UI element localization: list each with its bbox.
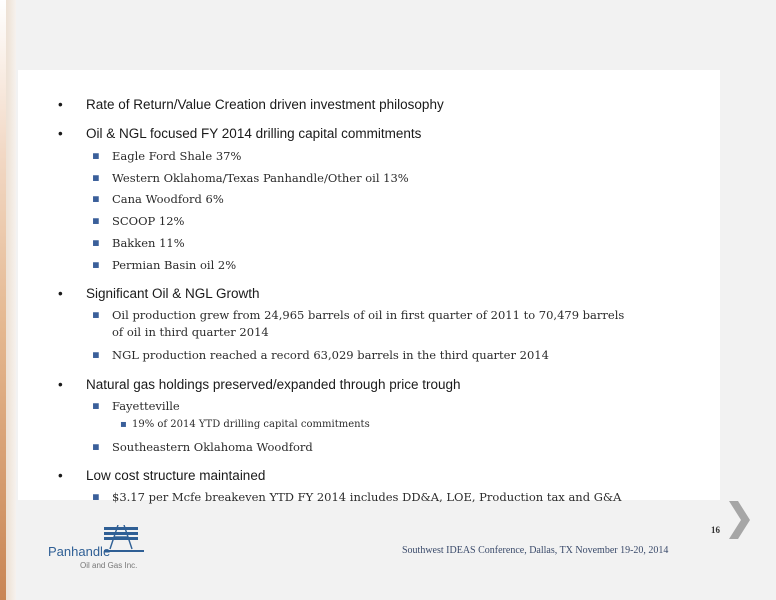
bullet-text: Oil & NGL focused FY 2014 drilling capital commitments <box>86 126 422 141</box>
sub-bullet-marker: ▪ <box>92 148 100 162</box>
logo-subtitle: Oil and Gas Inc. <box>80 561 138 570</box>
bullet-marker: • <box>58 97 63 112</box>
sub-sub-bullet-marker: ▪ <box>120 419 127 430</box>
sub-bullet-marker: ▪ <box>92 170 100 184</box>
sub-bullet-text: $3.17 per Mcfe breakeven YTD FY 2014 includes DD&A, LOE, Production tax and G&A <box>112 490 622 504</box>
sub-bullet-marker: ▪ <box>92 213 100 227</box>
conference-footer: Southwest IDEAS Conference, Dallas, TX November 19-20, 2014 <box>402 545 669 556</box>
sub-bullet-text: Fayetteville <box>112 399 180 413</box>
bullet-marker: • <box>58 126 63 141</box>
sub-bullet-marker: ▪ <box>92 235 100 249</box>
sub-bullet-marker: ▪ <box>92 489 100 503</box>
bullet-marker: • <box>58 286 63 301</box>
sub-bullet-text: NGL production reached a record 63,029 barrels in the third quarter 2014 <box>112 348 549 362</box>
sub-bullet-text: SCOOP 12% <box>112 214 185 228</box>
page-number: 16 <box>711 525 720 535</box>
sub-bullet-text: Eagle Ford Shale 37% <box>112 149 242 163</box>
sub-sub-bullet-text: 19% of 2014 YTD drilling capital commitments <box>132 419 370 430</box>
chevron-right-icon <box>726 497 752 543</box>
sub-bullet-marker: ▪ <box>92 347 100 361</box>
logo-name: Panhandle <box>48 544 111 559</box>
sub-bullet-marker: ▪ <box>92 398 100 412</box>
sub-bullet-marker: ▪ <box>92 257 100 271</box>
bullet-text: Low cost structure maintained <box>86 468 266 483</box>
sub-bullet-text: Oil production grew from 24,965 barrels of oil in first quarter of 2011 to 70,479 barrels <box>112 308 625 322</box>
sub-bullet-text: Southeastern Oklahoma Woodford <box>112 440 313 454</box>
bullet-text: Natural gas holdings preserved/expanded through price trough <box>86 377 461 392</box>
sub-bullet-text: Western Oklahoma/Texas Panhandle/Other oil 13% <box>112 171 409 185</box>
sub-bullet-text: Bakken 11% <box>112 236 185 250</box>
sub-bullet-marker: ▪ <box>92 307 100 321</box>
bullet-marker: • <box>58 377 63 392</box>
bullet-marker: • <box>58 468 63 483</box>
sub-bullet-text: Permian Basin oil 2% <box>112 258 237 272</box>
sub-bullet-text: Cana Woodford 6% <box>112 192 224 206</box>
sub-bullet-marker: ▪ <box>92 191 100 205</box>
bullet-text: Significant Oil & NGL Growth <box>86 286 260 301</box>
bullet-text: Rate of Return/Value Creation driven investment philosophy <box>86 97 444 112</box>
next-slide-button[interactable] <box>726 497 752 543</box>
sub-bullet-marker: ▪ <box>92 439 100 453</box>
sub-bullet-text-continued: of oil in third quarter 2014 <box>112 325 269 339</box>
